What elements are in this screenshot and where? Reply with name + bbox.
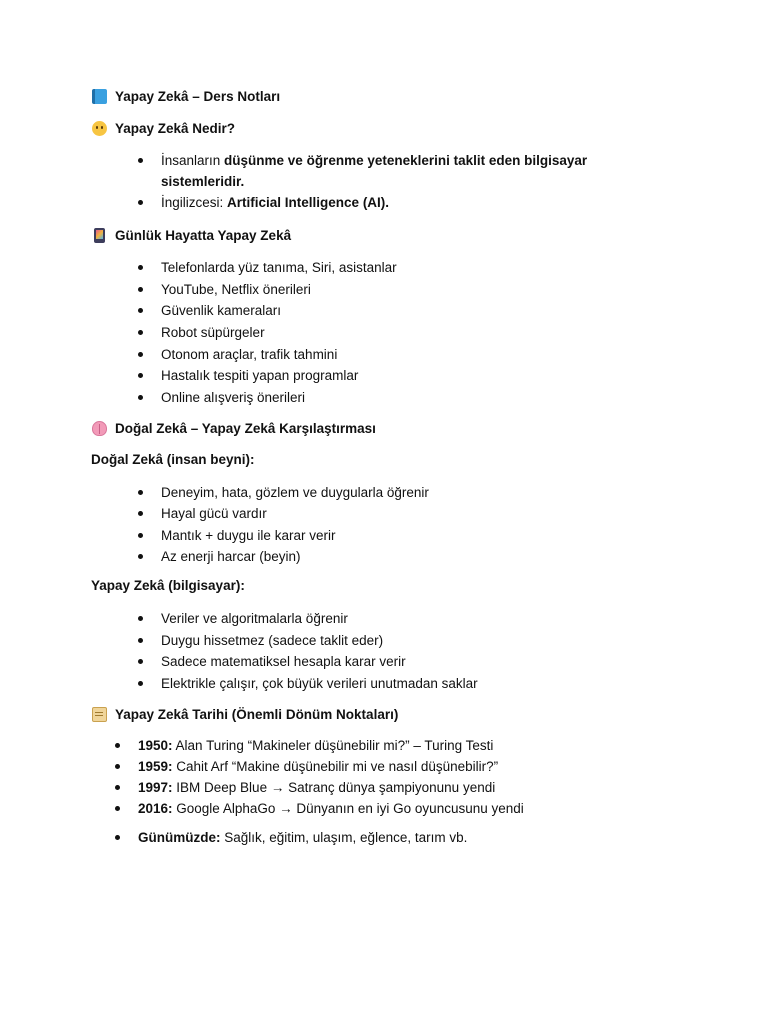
bullet xyxy=(138,158,143,163)
bullet xyxy=(138,638,143,643)
list-item: Robot süpürgeler xyxy=(161,325,265,340)
bullet xyxy=(138,659,143,664)
section-heading-comparison: Doğal Zekâ – Yapay Zekâ Karşılaştırması xyxy=(92,420,376,438)
book-icon xyxy=(92,89,107,104)
scroll-icon xyxy=(92,707,107,722)
list-item: İnsanların düşünme ve öğrenme yeteneklerini taklit eden bilgisayar xyxy=(161,153,588,168)
section-heading-daily-life: Günlük Hayatta Yapay Zekâ xyxy=(92,227,291,245)
bullet xyxy=(138,200,143,205)
subheading-artificial-intelligence: Yapay Zekâ (bilgisayar): xyxy=(91,578,245,593)
list-item: İngilizcesi: Artificial Intelligence (AI). xyxy=(161,195,390,210)
bullet xyxy=(115,743,120,748)
bullet xyxy=(115,835,120,840)
brain-icon xyxy=(92,421,107,436)
bullet xyxy=(115,764,120,769)
phone-icon xyxy=(94,228,105,243)
bullet xyxy=(138,308,143,313)
list-item: Deneyim, hata, gözlem ve duygularla öğrenir xyxy=(161,485,429,500)
list-item: Online alışveriş önerileri xyxy=(161,390,306,405)
section-heading-what-is-ai: Yapay Zekâ Nedir? xyxy=(92,120,235,138)
list-item: Az enerji harcar (beyin) xyxy=(161,549,301,564)
thinking-face-icon xyxy=(92,121,107,136)
subheading-natural-intelligence: Doğal Zekâ (insan beyni): xyxy=(91,452,255,467)
list-item: Hastalık tespiti yapan programlar xyxy=(161,368,359,383)
bullet xyxy=(138,554,143,559)
bullet xyxy=(138,373,143,378)
timeline-item: 1959: Cahit Arf “Makine düşünebilir mi ve nasıl düşünebilir?” xyxy=(138,759,499,774)
list-item: Mantık + duygu ile karar verir xyxy=(161,528,336,543)
bullet xyxy=(138,287,143,292)
list-item: Güvenlik kameraları xyxy=(161,303,282,318)
bullet xyxy=(138,395,143,400)
timeline-item: 2016: Google AlphaGo → Dünyanın en iyi Go oyuncusunu yendi xyxy=(138,801,524,816)
list-item: Elektrikle çalışır, çok büyük verileri unutmadan saklar xyxy=(161,676,478,691)
bullet xyxy=(138,265,143,270)
document-title xyxy=(92,88,280,106)
timeline-item: 1997: IBM Deep Blue → Satranç dünya şampiyonunu yendi xyxy=(138,780,496,795)
bullet xyxy=(138,511,143,516)
list-item: Telefonlarda yüz tanıma, Siri, asistanlar xyxy=(161,260,397,275)
title-text: Yapay Zekâ – Ders Notları xyxy=(115,89,281,104)
bullet xyxy=(138,616,143,621)
list-item-continuation: sistemleridir. xyxy=(161,174,245,189)
list-item: Hayal gücü vardır xyxy=(161,506,267,521)
bullet xyxy=(138,681,143,686)
list-item: Sadece matematiksel hesapla karar verir xyxy=(161,654,406,669)
bullet xyxy=(138,533,143,538)
section-heading-history: Yapay Zekâ Tarihi (Önemli Dönüm Noktaları) xyxy=(92,706,398,724)
timeline-item: 1950: Alan Turing “Makineler düşünebilir mi?” – Turing Testi xyxy=(138,738,494,753)
bullet xyxy=(115,785,120,790)
timeline-item: Günümüzde: Sağlık, eğitim, ulaşım, eğlence, tarım vb. xyxy=(138,830,468,845)
bullet xyxy=(138,330,143,335)
bullet xyxy=(115,806,120,811)
list-item: Veriler ve algoritmalarla öğrenir xyxy=(161,611,348,626)
list-item: Duygu hissetmez (sadece taklit eder) xyxy=(161,633,384,648)
list-item: Otonom araçlar, trafik tahmini xyxy=(161,347,338,362)
bullet xyxy=(138,490,143,495)
list-item: YouTube, Netflix önerileri xyxy=(161,282,311,297)
bullet xyxy=(138,352,143,357)
